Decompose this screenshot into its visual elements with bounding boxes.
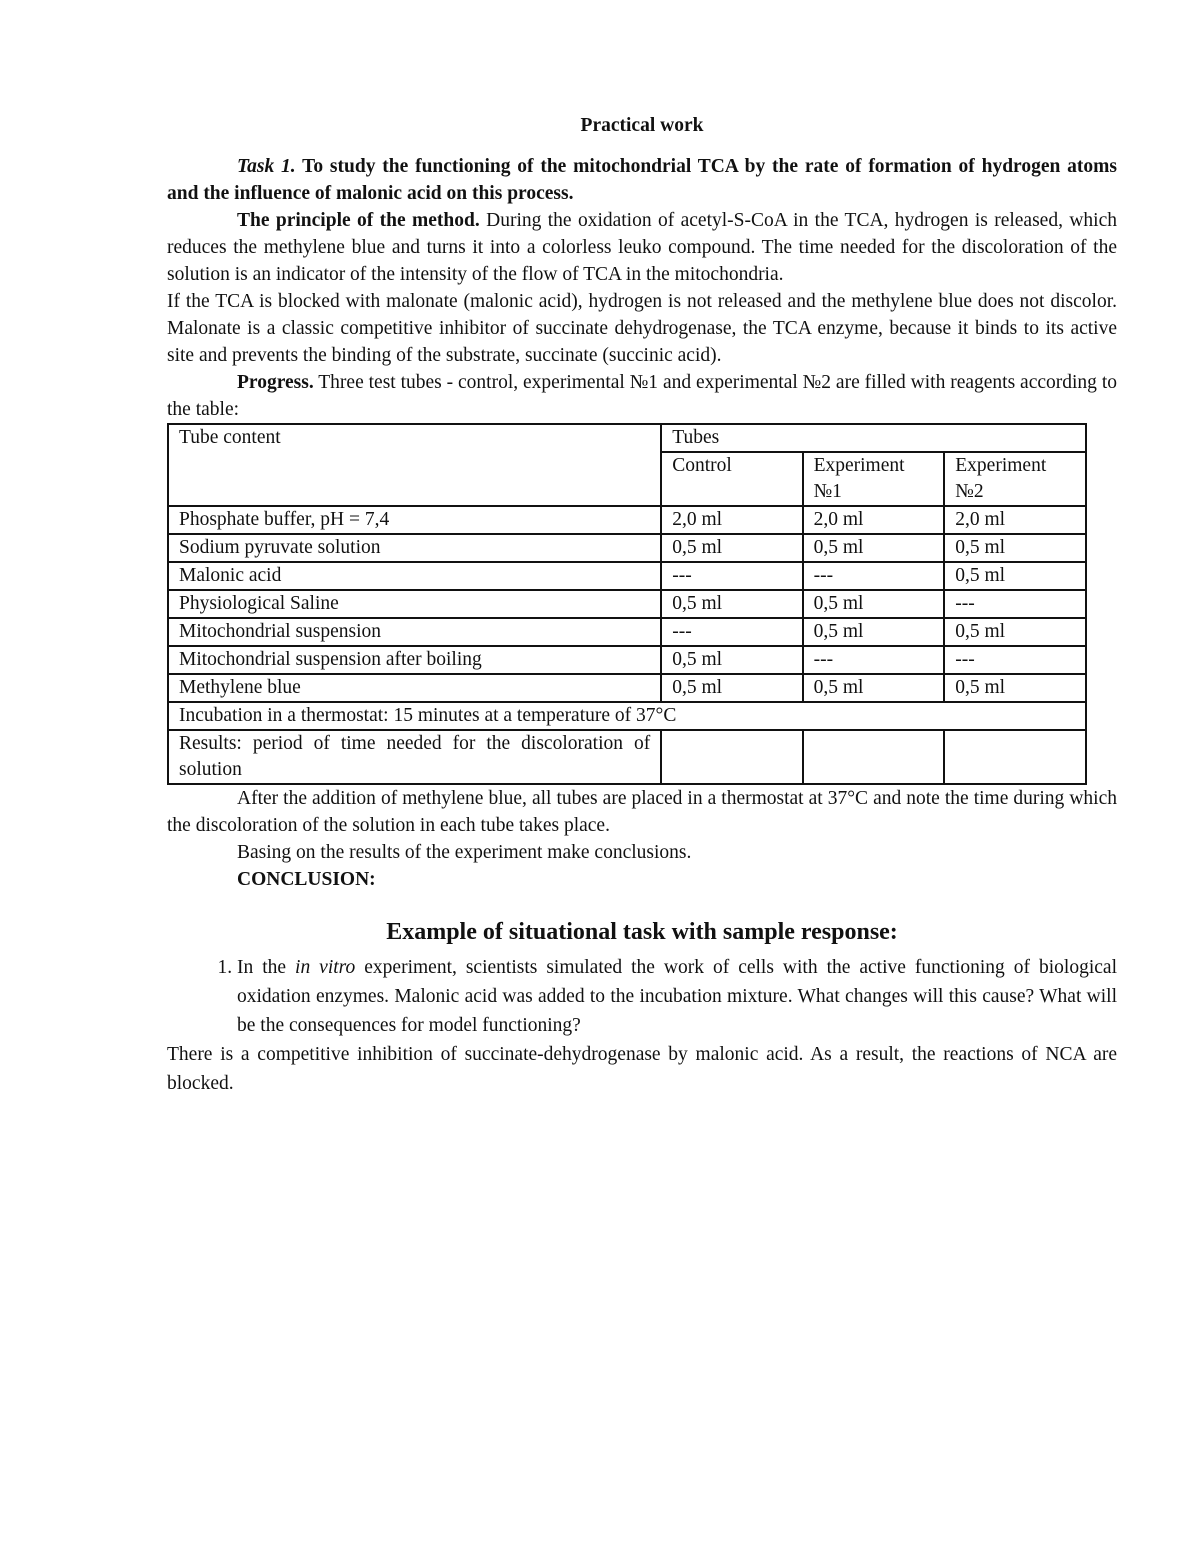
progress-paragraph [167,369,1117,423]
question-list [167,953,1117,1040]
cell-experiment-2: --- [944,590,1086,618]
results-row [168,730,1086,784]
question-text-before: In the [237,957,296,978]
basing-paragraph: Basing on the results of the experiment make conclusions. [237,842,692,863]
page-title: Practical work [580,115,704,136]
list-item [237,953,1117,1040]
malonate-paragraph: If the TCA is blocked with malonate (malonic acid), hydrogen is not released and the methylene blue does not discolor. Malonate is a classic competitive inhibitor of succinate dehydrogenase, the TCA enzyme, because it binds to its active site and prevents the binding of the substrate, succinate (succinic acid). [167,291,1117,366]
header-experiment-2: Experiment №2 [944,452,1086,506]
document-page [167,112,1117,1098]
cell-control: 0,5 ml [661,646,802,674]
cell-experiment-1: 0,5 ml [803,590,945,618]
row-label: Physiological Saline [168,590,661,618]
principle-paragraph [167,207,1117,288]
table-row [168,590,1086,618]
table-row [168,674,1086,702]
cell-experiment-1: 0,5 ml [803,674,945,702]
cell-experiment-2: 0,5 ml [944,562,1086,590]
incubation-row [168,702,1086,730]
result-control-cell [661,730,802,784]
row-label: Phosphate buffer, pH = 7,4 [168,506,661,534]
principle-text: During the oxidation of acetyl-S-CoA in the TCA, hydrogen is released, which reduces the methylene blue and turns it into a colorless leuko compound. The time needed for the discoloration of the solution is an indicator of the intensity of the flow of TCA in the mitochondria. [167,210,1117,285]
progress-text: Three test tubes - control, experimental №1 and experimental №2 are filled with reagents according to the table: [167,372,1117,420]
result-experiment-1-cell [803,730,945,784]
after-paragraph: After the addition of methylene blue, all tubes are placed in a thermostat at 37°C and note the time during which the discoloration of the solution in each tube takes place. [167,788,1117,836]
cell-control: 0,5 ml [661,674,802,702]
cell-control: --- [661,562,802,590]
example-heading: Example of situational task with sample response: [386,919,898,945]
cell-experiment-1: 0,5 ml [803,618,945,646]
incubation-cell: Incubation in a thermostat: 15 minutes at a temperature of 37°C [168,702,1086,730]
cell-control: 0,5 ml [661,534,802,562]
answer-paragraph: There is a competitive inhibition of succinate-dehydrogenase by malonic acid. As a result, the reactions of NCA are blocked. [167,1044,1117,1094]
header-experiment-1: Experiment №1 [803,452,945,506]
principle-label: The principle of the method. [237,210,480,231]
row-label: Methylene blue [168,674,661,702]
cell-control: --- [661,618,802,646]
table-row [168,646,1086,674]
cell-experiment-2: 0,5 ml [944,618,1086,646]
task-label: Task 1. [237,156,296,177]
cell-experiment-2: 2,0 ml [944,506,1086,534]
question-italic: in vitro [295,957,356,978]
question-text-after: experiment, scientists simulated the work of cells with the active functioning of biological oxidation enzymes. Malonic acid was added to the incubation mixture. What changes will this cause? What will be the consequences for model functioning? [237,957,1117,1036]
table-row [168,506,1086,534]
row-label: Mitochondrial suspension [168,618,661,646]
row-label: Mitochondrial suspension after boiling [168,646,661,674]
results-label: Results: period of time needed for the discoloration of solution [168,730,661,784]
row-label: Malonic acid [168,562,661,590]
header-control: Control [661,452,802,506]
cell-experiment-2: 0,5 ml [944,534,1086,562]
table-row [168,534,1086,562]
table-row [168,562,1086,590]
reagents-table [167,423,1087,785]
cell-experiment-2: 0,5 ml [944,674,1086,702]
conclusion-label: CONCLUSION: [237,869,376,890]
cell-experiment-2: --- [944,646,1086,674]
cell-experiment-1: --- [803,646,945,674]
task-paragraph [167,153,1117,207]
result-experiment-2-cell [944,730,1086,784]
cell-experiment-1: --- [803,562,945,590]
cell-experiment-1: 2,0 ml [803,506,945,534]
header-tubes: Tubes [661,424,1086,452]
cell-control: 0,5 ml [661,590,802,618]
progress-label: Progress. [237,372,314,393]
row-label: Sodium pyruvate solution [168,534,661,562]
cell-experiment-1: 0,5 ml [803,534,945,562]
task-text: To study the functioning of the mitochondrial TCA by the rate of formation of hydrogen atoms and the influence of malonic acid on this process. [167,156,1117,204]
header-tube-content: Tube content [168,424,661,506]
cell-control: 2,0 ml [661,506,802,534]
table-row [168,618,1086,646]
